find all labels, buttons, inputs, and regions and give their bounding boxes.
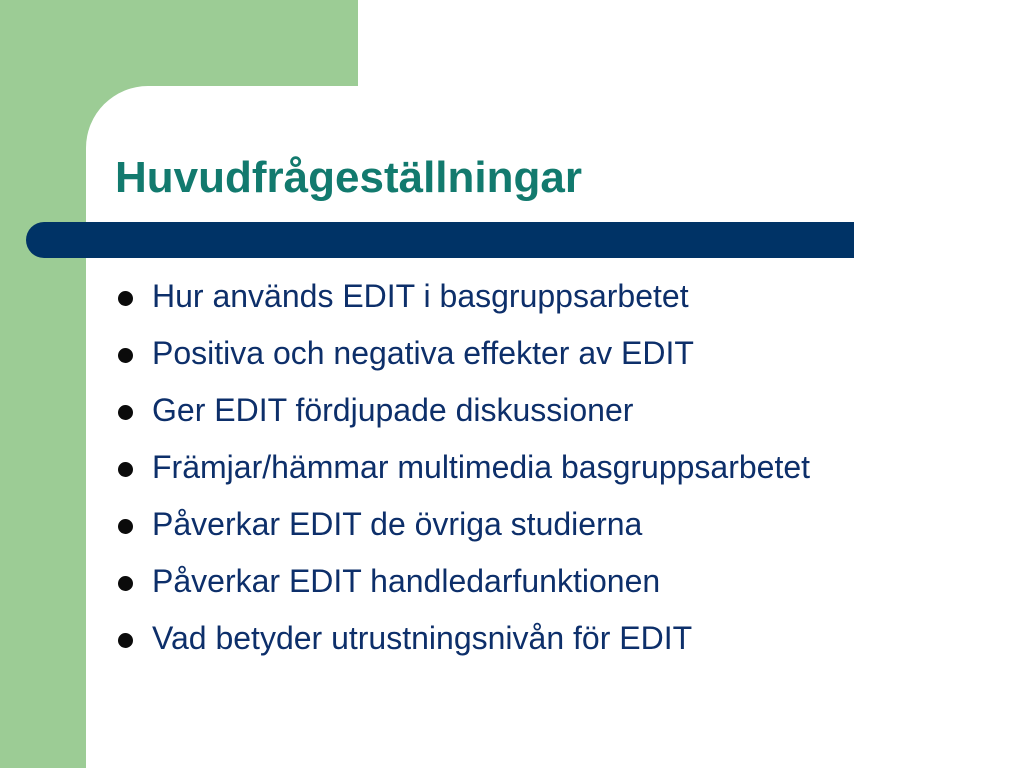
- bullet-text: Vad betyder utrustningsnivån för EDIT: [152, 620, 693, 656]
- bullet-dot-icon: [118, 519, 133, 534]
- bullet-text: Påverkar EDIT de övriga studierna: [152, 506, 643, 542]
- slide-title: Huvudfrågeställningar: [115, 153, 582, 202]
- bullet-text: Positiva och negativa effekter av EDIT: [152, 335, 694, 371]
- bullet-item: [115, 496, 810, 553]
- bullet-item: [115, 610, 810, 667]
- bullet-item: [115, 439, 810, 496]
- bullet-text: Främjar/hämmar multimedia basgruppsarbetet: [152, 449, 811, 485]
- bullet-dot-icon: [118, 576, 133, 591]
- bullet-dot-icon: [118, 291, 133, 306]
- bullet-item: [115, 325, 810, 382]
- bullet-text: Ger EDIT fördjupade diskussioner: [152, 392, 634, 428]
- bullet-text: Påverkar EDIT handledarfunktionen: [152, 563, 661, 599]
- bullet-item: [115, 268, 810, 325]
- bullet-dot-icon: [118, 633, 133, 648]
- bullet-list: [115, 268, 810, 667]
- bullet-text: Hur används EDIT i basgruppsarbetet: [152, 278, 689, 314]
- bullet-dot-icon: [118, 462, 133, 477]
- title-underline-bar: [26, 222, 854, 258]
- bullet-item: [115, 553, 810, 610]
- bullet-dot-icon: [118, 348, 133, 363]
- bullet-dot-icon: [118, 405, 133, 420]
- bullet-item: [115, 382, 810, 439]
